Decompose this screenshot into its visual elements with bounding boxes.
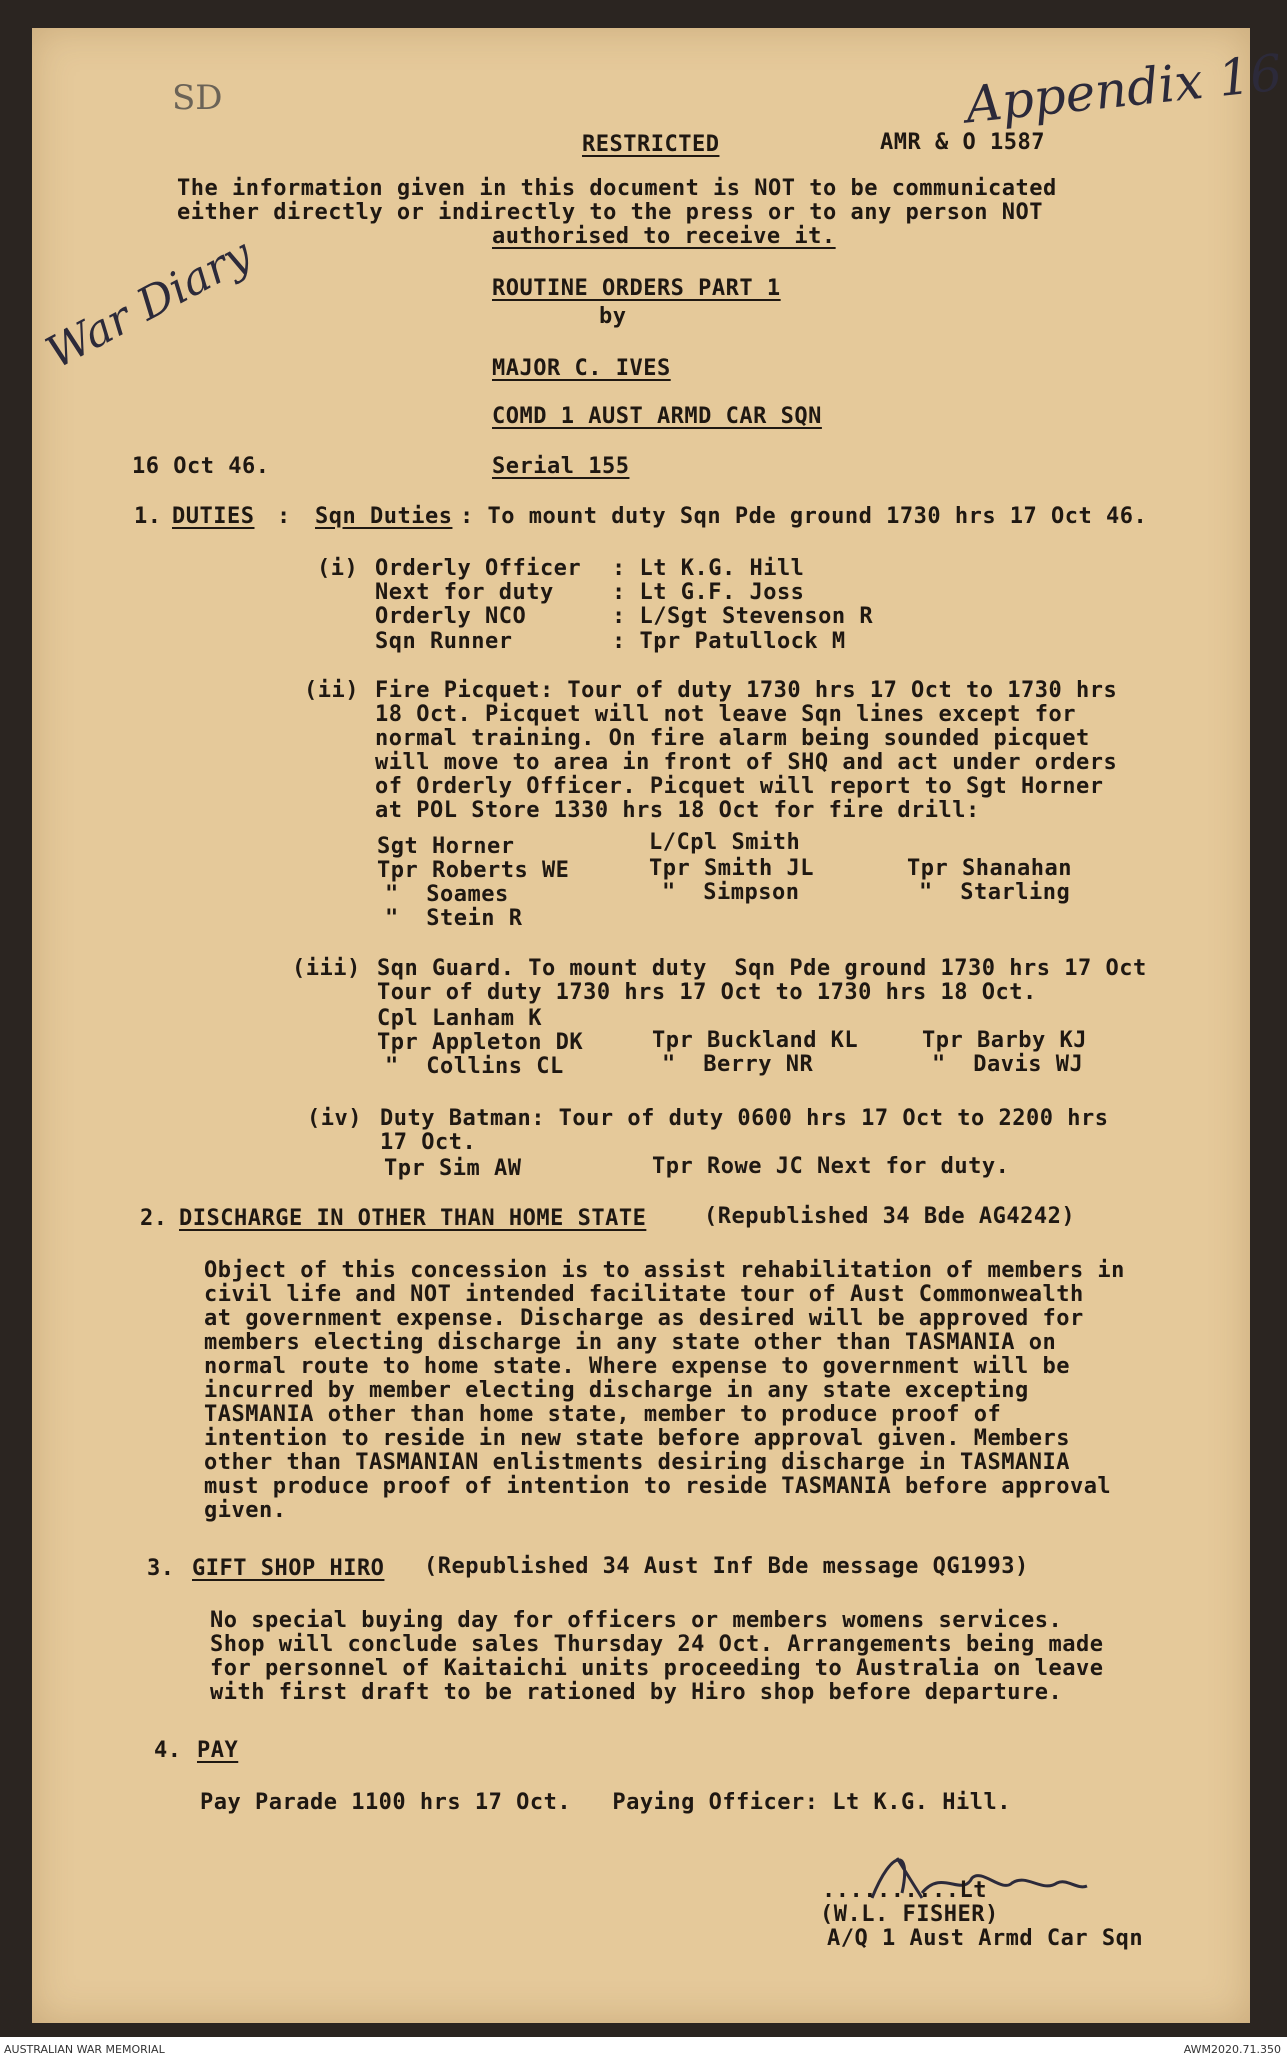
section-3-line: No special buying day for officers or members womens services. [210, 1608, 1063, 1633]
fire-picquet-line: will move to area in front of SHQ and act under orders [375, 750, 1118, 775]
section-2-line: given. [204, 1498, 287, 1523]
guard-member: Cpl Lanham K [377, 1006, 542, 1031]
section-2-line: Object of this concession is to assist rehabilitation of members in [204, 1258, 1125, 1283]
picquet-member: Sgt Horner [377, 834, 515, 859]
guard-member: Tpr Barby KJ [922, 1028, 1087, 1053]
section-3-line: Shop will conclude sales Thursday 24 Oct. Arrangements being made [210, 1632, 1104, 1657]
document-title: ROUTINE ORDERS PART 1 [492, 276, 781, 301]
officer-name: MAJOR C. IVES [492, 356, 671, 381]
guard-member: " Collins CL [385, 1054, 564, 1079]
duty-name: : Lt K.G. Hill [612, 556, 805, 581]
section-2-line: must produce proof of intention to reside TASMANIA before approval [204, 1474, 1112, 1499]
duty-name: : Tpr Patullock M [612, 629, 846, 654]
section-4-heading: PAY [197, 1738, 239, 1763]
duty-role: Orderly Officer [375, 556, 582, 581]
picquet-member: Tpr Smith JL [649, 856, 814, 881]
picquet-member: " Soames [385, 882, 509, 907]
duty-role: Orderly NCO [375, 604, 527, 629]
picquet-member: " Simpson [662, 880, 800, 905]
duty-iii-number: (iii) [292, 956, 361, 981]
picquet-member: " Stein R [385, 906, 523, 931]
section-3-heading: GIFT SHOP HIRO [192, 1556, 385, 1581]
batman-next: Tpr Rowe JC Next for duty. [652, 1154, 1010, 1179]
signatory-appointment: A/Q 1 Aust Armd Car Sqn [827, 1926, 1144, 1951]
section-2-line: civil life and NOT intended facilitate tour of Aust Commonwealth [204, 1282, 1084, 1307]
section-1-subheading: Sqn Duties [315, 504, 453, 529]
serial-number: Serial 155 [492, 454, 630, 479]
appendix-annotation: Appendix 16 [962, 43, 1285, 135]
by-label: by [599, 304, 627, 329]
warning-line-3: authorised to receive it. [492, 224, 836, 249]
section-1-heading: DUTIES [172, 504, 255, 529]
duty-name: : Lt G.F. Joss [612, 580, 805, 605]
duty-name: : L/Sgt Stevenson R [612, 604, 874, 629]
signatory-name: (W.L. FISHER) [820, 1902, 999, 1927]
batman-line: 17 Oct. [380, 1130, 477, 1155]
fire-picquet-line: at POL Store 1330 hrs 18 Oct for fire drill: [375, 798, 980, 823]
warning-line-2: either directly or indirectly to the press or to any person NOT [177, 200, 1043, 225]
section-2-line: other than TASMANIAN enlistments desiring discharge in TASMANIA [204, 1450, 1070, 1475]
section-2-line: intention to reside in new state before approval given. Members [204, 1426, 1070, 1451]
fire-picquet-line: of Orderly Officer. Picquet will report to Sgt Horner [375, 774, 1104, 799]
order-date: 16 Oct 46. [132, 454, 270, 479]
picquet-member: " Starling [919, 880, 1071, 905]
fire-picquet-line: 18 Oct. Picquet will not leave Sqn lines except for [375, 702, 1077, 727]
section-2-line: members electing discharge in any state other than TASMANIA on [204, 1330, 1057, 1355]
section-3-line: for personnel of Kaitaichi units proceeding to Australia on leave [210, 1656, 1104, 1681]
duty-role: Next for duty [375, 580, 554, 605]
guard-member: Tpr Appleton DK [377, 1030, 584, 1055]
section-2-reference: (Republished 34 Bde AG4242) [704, 1204, 1076, 1229]
section-2-number: 2. [140, 1206, 168, 1231]
section-2-heading: DISCHARGE IN OTHER THAN HOME STATE [179, 1206, 647, 1231]
section-3-line: with first draft to be rationed by Hiro shop before departure. [210, 1680, 1063, 1705]
section-2-line: incurred by member electing discharge in any state excepting [204, 1378, 1029, 1403]
picquet-member: L/Cpl Smith [649, 830, 801, 855]
footer-accession-number: AWM2020.71.350 [1183, 2043, 1281, 2056]
section-2-line: TASMANIA other than home state, member to produce proof of [204, 1402, 1002, 1427]
section-3-number: 3. [147, 1556, 175, 1581]
sqn-guard-line: Tour of duty 1730 hrs 17 Oct to 1730 hrs 18 Oct. [377, 980, 1037, 1005]
fire-picquet-line: normal training. On fire alarm being sounded picquet [375, 726, 1090, 751]
sqn-guard-line: Sqn Guard. To mount duty Sqn Pde ground 1730 hrs 17 Oct [377, 956, 1147, 981]
section-1-number: 1. [134, 504, 162, 529]
fire-picquet-line: Fire Picquet: Tour of duty 1730 hrs 17 Oct to 1730 hrs [375, 678, 1118, 703]
guard-member: " Berry NR [662, 1052, 814, 1077]
pencil-note: SD [172, 78, 223, 118]
duty-ii-number: (ii) [304, 678, 359, 703]
section-1-separator: : [277, 504, 291, 529]
footer-institution: AUSTRALIAN WAR MEMORIAL [4, 2043, 165, 2056]
batman-member: Tpr Sim AW [384, 1156, 522, 1181]
duty-role: Sqn Runner [375, 629, 513, 654]
war-diary-annotation: War Diary [38, 228, 260, 379]
archive-footer [0, 2037, 1287, 2061]
picquet-member: Tpr Shanahan [907, 856, 1072, 881]
command-line: COMD 1 AUST ARMD CAR SQN [492, 404, 822, 429]
pay-parade-line: Pay Parade 1100 hrs 17 Oct. Paying Officer: Lt K.G. Hill. [200, 1790, 1011, 1815]
section-2-line: at government expense. Discharge as desired will be approved for [204, 1306, 1084, 1331]
guard-member: Tpr Buckland KL [652, 1028, 859, 1053]
guard-member: " Davis WJ [932, 1052, 1084, 1077]
document-reference: AMR & O 1587 [880, 130, 1045, 155]
section-3-reference: (Republished 34 Aust Inf Bde message QG1993) [424, 1554, 1029, 1579]
section-1-intro: : To mount duty Sqn Pde ground 1730 hrs 17 Oct 46. [460, 504, 1148, 529]
batman-line: Duty Batman: Tour of duty 0600 hrs 17 Oct to 2200 hrs [380, 1106, 1109, 1131]
duty-iv-number: (iv) [307, 1106, 362, 1131]
section-2-line: normal route to home state. Where expense to government will be [204, 1354, 1070, 1379]
picquet-member: Tpr Roberts WE [377, 858, 570, 883]
section-4-number: 4. [154, 1738, 182, 1763]
classification-label: RESTRICTED [582, 132, 720, 157]
warning-line-1: The information given in this document is NOT to be communicated [177, 176, 1057, 201]
document-page [32, 28, 1285, 2023]
duty-i-number: (i) [317, 556, 359, 581]
signature-line: ..........Lt [822, 1878, 987, 1903]
